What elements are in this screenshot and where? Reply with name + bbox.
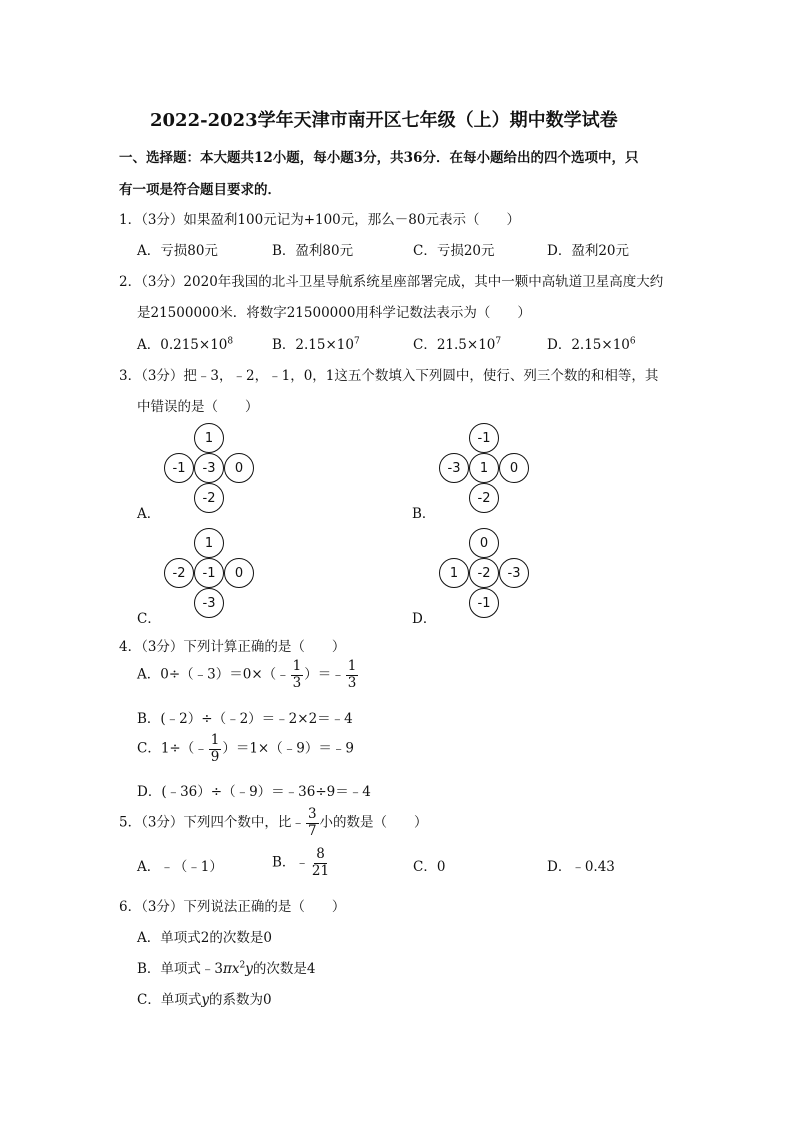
q3-option-a-label: A． (137, 506, 161, 522)
q2-option-c (413, 333, 501, 353)
q5-option-c: C．0 (413, 859, 446, 875)
question-4-stem: 4．（3分）下列计算正确的是（ ） (119, 639, 346, 655)
circle-center: -2 (469, 558, 499, 588)
q3-option-b-label: B． (412, 506, 436, 522)
q6-c-variable: y (201, 992, 209, 1008)
circle-top: -1 (469, 423, 499, 453)
q4-c-text1: C．1÷（﹣ (137, 740, 208, 757)
q2-option-b (272, 333, 360, 353)
q3-option-d-label: D． (412, 611, 437, 627)
q6-b-variable: πx (223, 961, 240, 977)
q5-stem-text2: 小的数是（ ） (319, 814, 428, 831)
q2-a-base: A．0.215×10 (137, 337, 228, 353)
circle-bottom: -2 (469, 483, 499, 513)
denominator: 21 (311, 862, 330, 879)
fraction (209, 734, 222, 764)
q2-c-exponent: 7 (495, 336, 502, 347)
q2-a-exponent: 8 (227, 336, 234, 347)
q1-option-c: C．亏损20元 (413, 243, 495, 259)
q2-d-exponent: 6 (629, 336, 636, 347)
question-3-line1: 3．（3分）把﹣3，﹣2，﹣1，0，1这五个数填入下列圆中，使行、列三个数的和相等，其 (119, 368, 659, 384)
q2-b-base: B．2.15×10 (272, 337, 354, 353)
circle-left: 1 (439, 558, 469, 588)
circle-bottom: -3 (194, 588, 224, 618)
q4-a-text1: A．0÷（﹣3）＝0×（﹣ (137, 666, 290, 683)
q1-option-a: A．亏损80元 (137, 243, 218, 259)
circle-center: -1 (194, 558, 224, 588)
circle-right: 0 (224, 453, 254, 483)
q2-option-a (137, 333, 233, 353)
q4-option-b: B．(﹣2）÷（﹣2）＝﹣2×2＝﹣4 (137, 711, 353, 727)
numerator: 1 (210, 732, 220, 748)
q6-option-a: A．单项式2的次数是0 (137, 930, 272, 946)
q6-option-c (137, 988, 272, 1008)
q6-b-exponent: 2 (239, 960, 246, 971)
circle-left: -2 (164, 558, 194, 588)
q3-option-c-label: C． (137, 611, 161, 627)
q2-d-base: D．2.15×10 (547, 337, 630, 353)
fraction (310, 848, 331, 878)
q2-option-d (547, 333, 636, 353)
question-3-line2: 中错误的是（ ） (137, 399, 259, 415)
q6-option-b (137, 957, 315, 977)
q4-a-text2: ）＝﹣ (304, 666, 345, 683)
section-heading-line2: 有一项是符合题目要求的． (119, 182, 281, 198)
q6-b-variable-y: y (245, 961, 253, 977)
q6-c-text2: 的系数为0 (208, 992, 272, 1008)
numerator: 1 (347, 658, 357, 674)
question-2-line2: 是21500000米．将数字21500000用科学记数法表示为（ ） (137, 305, 531, 321)
q6-b-text2: 的次数是4 (252, 961, 316, 977)
circle-right: -3 (499, 558, 529, 588)
fraction (346, 660, 359, 690)
fraction (306, 808, 319, 838)
q4-option-a (137, 660, 359, 690)
question-6-stem: 6．（3分）下列说法正确的是（ ） (119, 899, 346, 915)
q2-b-exponent: 7 (353, 336, 360, 347)
circle-bottom: -2 (194, 483, 224, 513)
circle-top: 0 (469, 528, 499, 558)
q4-c-text2: ）＝1×（﹣9）＝﹣9 (222, 740, 354, 757)
denominator: 3 (347, 674, 357, 691)
circle-center: 1 (469, 453, 499, 483)
q5-option-a: A．﹣（﹣1） (137, 859, 223, 875)
q1-option-d: D．盈利20元 (547, 243, 630, 259)
circle-center: -3 (194, 453, 224, 483)
question-2-line1: 2．（3分）2020年我国的北斗卫星导航系统星座部署完成，其中一颗中高轨道卫星高度大约 (119, 274, 664, 290)
circle-bottom: -1 (469, 588, 499, 618)
circle-top: 1 (194, 423, 224, 453)
circle-left: -1 (164, 453, 194, 483)
question-5-stem (119, 808, 428, 838)
numerator: 1 (292, 658, 302, 674)
q2-c-base: C．21.5×10 (413, 337, 496, 353)
q4-option-d: D．(﹣36）÷（﹣9）＝﹣36÷9＝﹣4 (137, 784, 371, 800)
numerator: 8 (316, 846, 325, 862)
q1-option-b: B．盈利80元 (272, 243, 354, 259)
fraction (291, 660, 304, 690)
q5-option-d: D．﹣0.43 (547, 859, 615, 875)
numerator: 3 (307, 806, 317, 822)
q5-option-b (272, 848, 332, 878)
q6-b-text1: B．单项式﹣3 (137, 961, 224, 977)
q6-c-text1: C．单项式 (137, 992, 202, 1008)
circle-top: 1 (194, 528, 224, 558)
q5-b-text: B．﹣ (272, 854, 309, 871)
q5-stem-text1: 5．（3分）下列四个数中，比﹣ (119, 814, 305, 831)
circle-right: 0 (499, 453, 529, 483)
denominator: 7 (307, 822, 317, 839)
q4-option-c (137, 734, 354, 764)
page-title: 2022-2023学年天津市南开区七年级（上）期中数学试卷 (150, 110, 618, 131)
denominator: 3 (292, 674, 302, 691)
circle-left: -3 (439, 453, 469, 483)
question-1-stem: 1．（3分）如果盈利100元记为+100元，那么－80元表示（ ） (119, 212, 520, 228)
denominator: 9 (210, 748, 220, 765)
section-heading-line1: 一、选择题：本大题共12小题，每小题3分，共36分．在每小题给出的四个选项中，只 (119, 150, 639, 166)
circle-right: 0 (224, 558, 254, 588)
